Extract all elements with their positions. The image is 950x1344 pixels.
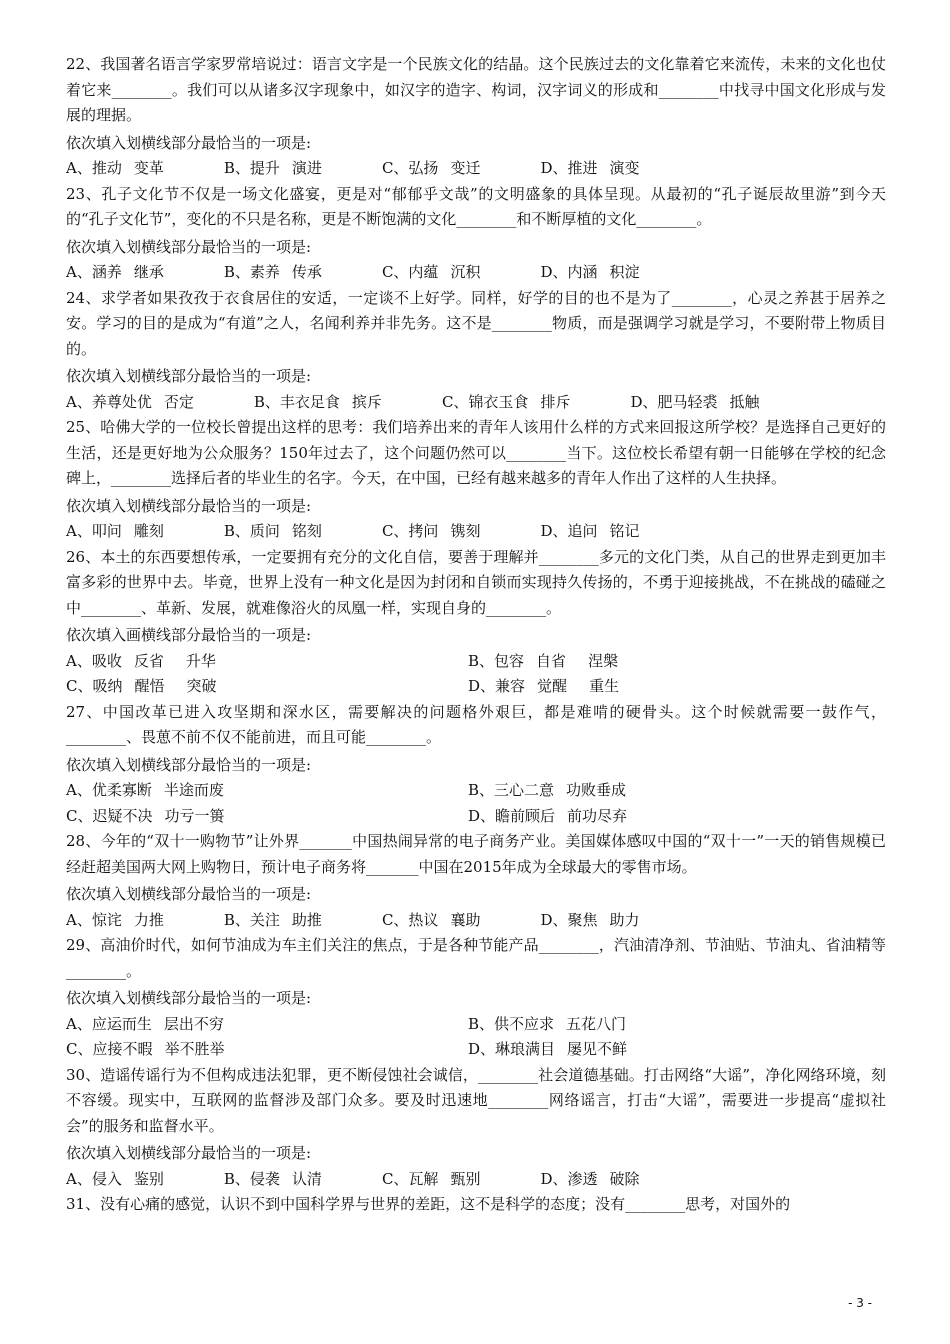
option-b[interactable]: B、丰衣足食 摈斥 <box>253 392 382 411</box>
option-a[interactable]: A、养尊处优 否定 <box>66 392 194 411</box>
options-row <box>66 156 886 182</box>
question-24: 24、求学者如果孜孜于衣食居住的安适，一定谈不上好学。同样，好学的目的也不是为了________，心灵之养甚于居养之安。学习的目的是成为“有道”之人，名闻利养并非先务。这不是________物质，而是强调学习就是学习，不要附带上物质目的。 <box>66 288 886 358</box>
question-prompt: 依次填入划横线部分最恰当的一项是: <box>66 496 312 515</box>
option-a[interactable]: A、吸收 反省 升华 <box>66 651 216 670</box>
option-d[interactable]: D、瞻前顾后 前功尽弃 <box>468 806 628 825</box>
options-row <box>66 908 886 934</box>
options-row <box>66 519 886 545</box>
option-c[interactable]: C、弘扬 变迁 <box>381 159 481 177</box>
question-29: 29、高油价时代，如何节油成为车主们关注的焦点，于是各种节能产品________，汽油清净剂、节油贴、节油丸、省油精等________。 <box>66 936 886 980</box>
option-c[interactable]: C、吸纳 醒悟 突破 <box>66 677 217 695</box>
question-prompt: 依次填入划横线部分最恰当的一项是: <box>66 367 312 385</box>
option-d[interactable]: D、追问 铭记 <box>540 522 640 540</box>
question-prompt: 依次填入划横线部分最恰当的一项是: <box>66 755 312 774</box>
option-d[interactable]: D、琳琅满目 屡见不鲜 <box>468 1040 628 1058</box>
question-31-partial: 31、没有心痛的感觉，认识不到中国科学界与世界的差距，这不是科学的态度；没有________思考，对国外的 <box>66 1195 791 1213</box>
options-grid <box>66 1012 886 1063</box>
option-d[interactable]: D、渗透 破除 <box>540 1169 640 1188</box>
question-22: 22、我国著名语言学家罗常培说过：语言文字是一个民族文化的结晶。这个民族过去的文化靠着它来流传，未来的文化也仗着它来________。我们可以从诸多汉字现象中，如汉字的造字、构词，汉字词义的形成和________中找寻中国文化形成与发展的理据。 <box>66 55 886 124</box>
option-c[interactable]: C、热议 襄助 <box>381 910 481 929</box>
question-prompt: 依次填入划横线部分最恰当的一项是: <box>66 989 312 1007</box>
option-d[interactable]: D、聚焦 助力 <box>540 910 640 929</box>
option-a[interactable]: A、推动 变革 <box>66 159 164 177</box>
question-27: 27、中国改革已进入攻坚期和深水区，需要解决的问题格外艰巨，都是难啃的硬骨头。这个时候就需要一鼓作气，________、畏葸不前不仅不能前进，而且可能________。 <box>66 702 886 746</box>
option-b[interactable]: B、侵袭 认清 <box>223 1169 322 1188</box>
question-prompt: 依次填入划横线部分最恰当的一项是: <box>66 1144 312 1162</box>
option-d[interactable]: D、推进 演变 <box>540 159 640 177</box>
question-26: 26、本土的东西要想传承，一定要拥有充分的文化自信，要善于理解并________多元的文化门类，从自己的世界走到更加丰富多彩的世界中去。毕竟，世界上没有一种文化是因为封闭和自锁而实现持久传扬的，不勇于迎接挑战，不在挑战的磕碰之中________、革新、发展，就难像浴火的凤凰一样，实现自身的________。 <box>66 547 886 617</box>
question-23: 23、孔子文化节不仅是一场文化盛宴，更是对“郁郁乎文哉”的文明盛象的具体呈现。从最初的“孔子诞辰故里游”到今天的“孔子文化节”，变化的不只是名称，更是不断饱满的文化________和不断厚植的文化________。 <box>66 184 886 228</box>
options-row <box>66 390 886 416</box>
options-grid <box>66 778 886 829</box>
question-25: 25、哈佛大学的一位校长曾提出这样的思考：我们培养出来的青年人该用什么样的方式来回报这所学校？是选择自己更好的生活，还是更好地为公众服务？150年过去了，这个问题仍然可以________当下。这位校长希望有朝一日能够在学校的纪念碑上，________选择后者的毕业生的名字。今天，在中国，已经有越来越多的青年人作出了这样的人生抉择。 <box>66 418 886 487</box>
option-a[interactable]: A、优柔寡断 半途而废 <box>66 781 224 799</box>
document-page <box>66 52 886 1218</box>
question-prompt: 依次填入划横线部分最恰当的一项是: <box>66 133 312 152</box>
options-row <box>66 1167 886 1193</box>
option-d[interactable]: D、兼容 觉醒 重生 <box>468 677 620 695</box>
options-row <box>66 260 886 286</box>
option-b[interactable]: B、素养 传承 <box>223 263 322 281</box>
option-c[interactable]: C、迟疑不决 功亏一篑 <box>66 806 225 825</box>
option-c[interactable]: C、瓦解 甄别 <box>381 1169 481 1188</box>
option-b[interactable]: B、质问 铭刻 <box>223 522 322 540</box>
option-a[interactable]: A、叩问 雕刻 <box>66 522 164 540</box>
option-b[interactable]: B、提升 演进 <box>223 159 322 177</box>
question-30: 30、造谣传谣行为不但构成违法犯罪，更不断侵蚀社会诚信，________社会道德基础。打击网络“大谣”，净化网络环境，刻不容缓。现实中，互联网的监督涉及部门众多。要及时迅速地________网络谣言，打击“大谣”，需要进一步提高“虚拟社会”的服务和监督水平。 <box>66 1065 886 1135</box>
option-a[interactable]: A、应运而生 层出不穷 <box>66 1014 224 1033</box>
option-c[interactable]: C、应接不暇 举不胜举 <box>66 1040 225 1058</box>
question-28: 28、今年的“双十一购物节”让外界_______中国热闹异常的电子商务产业。美国媒体感叹中国的“双十一”一天的销售规模已经赶超美国两大网上购物日，预计电子商务将_______中国在2015年成为全球最大的零售市场。 <box>66 832 886 876</box>
page-number: - 3 - <box>848 1296 872 1310</box>
question-prompt: 依次填入划横线部分最恰当的一项是: <box>66 237 312 256</box>
option-d[interactable]: D、肥马轻裘 抵触 <box>630 392 760 411</box>
option-c[interactable]: C、内蕴 沉积 <box>381 263 481 281</box>
option-b[interactable]: B、关注 助推 <box>223 910 322 929</box>
option-b[interactable]: B、供不应求 五花八门 <box>468 1014 627 1033</box>
option-a[interactable]: A、侵入 鉴别 <box>66 1169 164 1188</box>
option-b[interactable]: B、包容 自省 涅槃 <box>468 651 619 670</box>
option-a[interactable]: A、涵养 继承 <box>66 263 164 281</box>
question-prompt: 依次填入画横线部分最恰当的一项是: <box>66 626 312 644</box>
question-prompt: 依次填入划横线部分最恰当的一项是: <box>66 885 312 903</box>
option-b[interactable]: B、三心二意 功败垂成 <box>468 781 627 799</box>
option-c[interactable]: C、锦衣玉食 排斥 <box>441 392 571 411</box>
option-c[interactable]: C、拷问 镌刻 <box>381 522 481 540</box>
option-d[interactable]: D、内涵 积淀 <box>540 263 640 281</box>
option-a[interactable]: A、惊诧 力推 <box>66 910 164 929</box>
options-grid <box>66 649 886 700</box>
